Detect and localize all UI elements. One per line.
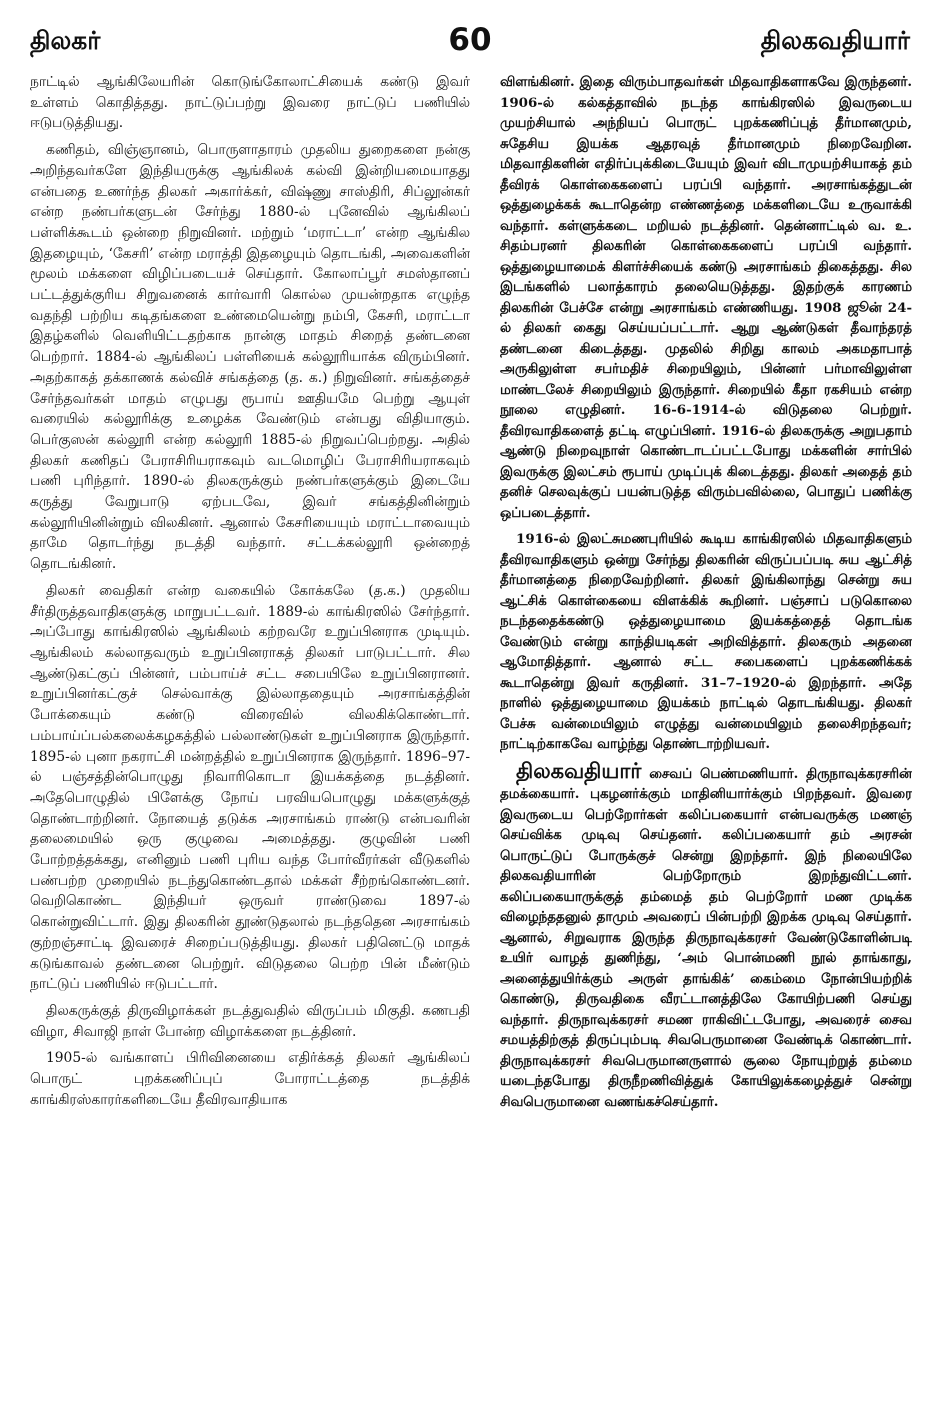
paragraph: 1905-ல் வங்காளப் பிரிவினையை எதிர்க்கத் திலகர் ஆங்கிலப் பொருட் புறக்கணிப்புப் போராட்டத்தை நடத்திக் காங்கிரஸ்காரர்களிடையே தீவிரவாதியாக — [30, 1050, 470, 1108]
page-number: 60 — [448, 22, 492, 58]
entry-headword: திலகவதியார் — [516, 758, 642, 783]
paragraph: திலகருக்குத் திருவிழாக்கள் நடத்துவதில் விருப்பம் மிகுதி. கணபதி விழா, சிவாஜி நாள் போன்ற விழாக்களை நடத்தினர். — [30, 1002, 470, 1040]
right-column — [500, 72, 912, 1417]
running-head-right: திலகவதியார் — [760, 26, 910, 55]
paragraph: திலகர் வைதிகர் என்ற வகையில் கோக்கலே (த.க.) முதலிய சீர்திருத்தவாதிகளுக்கு மாறுபட்டவர். 1889-ல் காங்கிரஸில் சேர்ந்தார். அப்போது காங்கிரஸில் ஆங்கிலம் கற்றவரே உறுப்பினராக முடியும். ஆங்கிலம் கல்லாதவரும் உறுப்பினராகத் திலகர் பாடுபட்டார். சில ஆண்டுகட்குப் பின்னர், பம்பாய்ச் சட்ட சபையிலே உறுப்பினரானர். உறுப்பினர்கட்குச் செல்வாக்கு இல்லாததையும் அரசாங்கத்தின் போக்கையும் கண்டு விரைவில் விலகிக்கொண்டார். பம்பாய்ப்பல்கலைக்கழகத்தில் பல்லாண்டுகள் உறுப்பினராக இருந்தார். 1895-ல் புனா நகராட்சி மன்றத்தில் உறுப்பினராக இருந்தார். 1896–97-ல் பஞ்சத்தின்பொழுது நிவாரிகொடா இயக்கத்தை நடத்தினர். அதேபொழுதில் பிளேக்கு நோய் பரவியபொழுது மக்களுக்குத் தொண்டாற்றினர். நோயைத் தடுக்க அரசாங்கம் ராண்டு என்பவரின் தலைமையில் ஒரு குழுவை அமைத்தது. குழுவின் பணி போற்றத்தக்கது, எனினும் பணி புரிய வந்த போர்வீரர்கள் வீடுகளில் பண்பற்ற முறையில் நடந்துகொண்டதால் மக்கள் சீற்றங்கொண்டனர். வெறிகொண்ட இந்தியர் ஒருவர் ராண்டுவை 1897-ல் கொன்றுவிட்டார். இது திலகரின் தூண்டுதலால் நடந்ததென அரசாங்கம் குற்றஞ்சாட்டி இவரைச் சிறைப்படுத்தியது. திலகர் பதினெட்டு மாதக் கடுங்காவல் தண்டனை பெற்றுர். விடுதலை பெற்ற பின் மீண்டும் நாட்டுப் பணியில் ஈடுபட்டார். — [30, 582, 470, 993]
entry-paragraph — [500, 758, 912, 1113]
paragraph: 1916-ல் இலட்சுமணபுரியில் கூடிய காங்கிரஸில் மிதவாதிகளும் தீவிரவாதிகளும் ஒன்று சேர்ந்து திலகரின் விருப்பப்படி சுய ஆட்சித் தீர்மானத்தை நிறைவேற்றினர். திலகர் இங்கிலாந்து சென்று சுய ஆட்சிக் கொள்கையை விளக்கிக் கூறினர். பஞ்சாப் படுகொலை நடந்ததைக்கண்டு ஒத்துழையாமை இயக்கத்தைத் தொடங்க வேண்டும் என்று காந்தியடிகள் அறிவித்தார். திலகரும் அதனை ஆமோதித்தார். ஆனால் சட்ட சபைகளைப் புறக்கணிக்கக் கூடாதென்று இவர் கருதினர். 31–7–1920-ல் இறந்தார். அதே நாளில் ஒத்துழையாமை இயக்கம் நாட்டில் தொடங்கியது. திலகர் பேச்சு வன்மையிலும் எழுத்து வன்மையிலும் தலைசிறந்தவர்; நாட்டிற்காகவே வாழ்ந்து தொண்டாற்றியவர். — [500, 531, 912, 752]
paragraph: கணிதம், விஞ்ஞானம், பொருளாதாரம் முதலிய துறைகளை நன்கு அறிந்தவர்களே இந்தியருக்கு ஆங்கிலக் கல்வி இன்றியமையாதது என்பதை உணர்ந்த திலகர் அகார்க்கர், விஷ்ணு சாஸ்திரி, சிப்லூன்கர் என்ற நண்பர்களுடன் சேர்ந்து 1880-ல் புனேவில் ஆங்கிலப் பள்ளிக்கூடம் ஒன்றை நிறுவினர். மற்றும் ‘மராட்டா’ என்ற ஆங்கில இதழையும், ‘கேசரி’ என்ற மராத்தி இதழையும் தொடங்கி, அவைகளின் மூலம் மக்களை விழிப்படையச் செய்தார். கோலாப்பூர் சமஸ்தானப் பட்டத்துக்குரிய சிறுவனைக் கார்வாரி கொல்ல முயன்றதாக எழுந்த வதந்தி பற்றிய கடிதங்களை உண்மையென்று நம்பி, கேசரி, மராட்டா இதழ்களில் வெளியிட்டதற்காக நான்கு மாதம் சிறைத் தண்டனை பெற்றார். 1884-ல் ஆங்கிலப் பள்ளியைக் கல்லூரியாக்க விரும்பினர். அதற்காகத் தக்காணக் கல்விச் சங்கத்தை (த. க.) நிறுவினர். சங்கத்தைச் சேர்ந்தவர்கள் மாதம் எழுபது ரூபாய் ஊதியமே பெற்று ஆயுள் வரையில் கல்லூரிக்கு உழைக்க வேண்டும் என்பது விதியாகும். பெர்குஸன் கல்லூரி என்ற கல்லூரி 1885-ல் நிறுவப்பெற்றது. அதில் திலகர் கணிதப் பேராசிரியராகவும் வடமொழிப் பேராசிரியராகவும் பணி புரிந்தார். 1890-ல் திலகருக்கும் நண்பர்களுக்கும் இடையே கருத்து வேறுபாடு ஏற்படவே, இவர் சங்கத்தினின்றும் கல்லூரியினின்றும் விலகினர். ஆனால் கேசரியையும் மராட்டாவையும் தாமே தொடர்ந்து நடத்தி வந்தார். சட்டக்கல்லூரி ஒன்றைத் தொடங்கினர். — [30, 142, 470, 573]
left-column — [30, 72, 470, 1417]
running-head-left: திலகர் — [30, 26, 101, 55]
paragraph: நாட்டில் ஆங்கிலேயரின் கொடுங்கோலாட்சியைக் கண்டு இவர் உள்ளம் கொதித்தது. நாட்டுப்பற்று இவரை நாட்டுப் பணியில் ஈடுபடுத்தியது. — [30, 74, 470, 132]
paragraph: விளங்கினர். இதை விரும்பாதவர்கள் மிதவாதிகளாகவே இருந்தனர். 1906-ல் கல்கத்தாவில் நடந்த காங்கிரஸில் இவருடைய முயற்சியால் அந்நியப் பொருட் புறக்கணிப்புத் தீர்மானமும், சுதேசிய இயக்க ஆதரவுத் தீர்மானமும் நிறைவேறின. மிதவாதிகளின் எதிர்ப்புக்கிடையேயும் இவர் விடாமுயற்சியாகத் தம் தீவிரக் கொள்கைகளைப் பரப்பி வந்தார். அரசாங்கத்துடன் ஒத்துழைக்கக் கூடாதென்ற எண்ணத்தை மக்களிடையே உருவாக்கி வந்தார். கள்ளுக்கடை மறியல் நடத்தினர். தென்னாட்டில் வ. உ. சிதம்பரனர் திலகரின் கொள்கைகளைப் பரப்பி வந்தார். ஒத்துழையாமைக் கிளர்ச்சியைக் கண்டு அரசாங்கம் திகைத்தது. சில இடங்களில் பலாத்காரம் தலையெடுத்தது. இதற்குக் காரணம் திலகரின் பேச்சே என்று அரசாங்கம் எண்ணியது. 1908 ஜூன் 24-ல் திலகர் கைது செய்யப்பட்டார். ஆறு ஆண்டுகள் தீவாந்தரத் தண்டனை கிடைத்தது. முதலில் சிறிது காலம் அகமதாபாத் அருகிலுள்ள சபர்மதிச் சிறையிலும், பின்னர் பர்மாவிலுள்ள மாண்டலேச் சிறையிலும் இருந்தார். சிறையில் கீதா ரகசியம் என்ற நூலை எழுதினர். 16-6-1914-ல் விடுதலை பெற்றுர். தீவிரவாதிகளைத் தட்டி எழுப்பினர். 1916-ல் திலகருக்கு அறுபதாம் ஆண்டு நிறைவுநாள் கொண்டாடப்பட்டபோது மக்களின் சார்பில் இவருக்கு இலட்சம் ரூபாய் முடிப்புக் கிடைத்தது. திலகர் அதைத் தம் தனிச் செலவுக்குப் பயன்படுத்த விரும்பவில்லை, பொதுப் பணிக்கு ஒப்படைத்தார். — [500, 74, 912, 521]
page-header — [30, 22, 910, 62]
entry-text: சைவப் பெண்மணியார். திருநாவுக்கரசரின் தமக்கையார். புகழனர்க்கும் மாதினியார்க்கும் பிறந்தவர். இவரை இவருடைய பெற்றோர்கள் கலிப்பகையார் என்பவருக்கு மணஞ் செய்விக்க முடிவு செய்தனர். கலிப்பகையார் தம் அரசன் பொருட்டுப் போருக்குச் சென்று இறந்தார். இந் நிலையிலே திலகவதியாரின் பெற்றோரும் இறந்துவிட்டனர். கலிப்பகையாருக்குத் தம்மைத் தம் பெற்றோர் மண முடிக்க விழைந்ததனுல் தாமும் அவரைப் பின்பற்றி இறக்க முடிவு செய்தார். ஆனால், சிறுவராக இருந்த திருநாவுக்கரசர் வேண்டுகோளின்படி உயிர் வாழத் துணிந்து, ‘அம் பொன்மணி நூல் தாங்காது, அனைத்துயிர்க்கும் அருள் தாங்கிக்’ கைம்மை நோன்பியற்றிக் கொண்டு, திருவதிகை வீரட்டானத்திலே கோயிற்பணி செய்து வந்தார். திருநாவுக்கரசர் சமண ராகிவிட்டபோது, அவரைச் சைவ சமயத்திற்குத் திருப்பும்படி சிவபெருமானை வேண்டிக் கொண்டார். திருநாவுக்கரசர் சிவபெருமானருளால் சூலை நோயுற்றுத் தம்மை யடைந்தபோது திருநீறணிவித்துக் கோயிலுக்கழைத்துச் சென்று சிவபெருமானை வணங்கச்செய்தார். — [500, 765, 912, 1110]
